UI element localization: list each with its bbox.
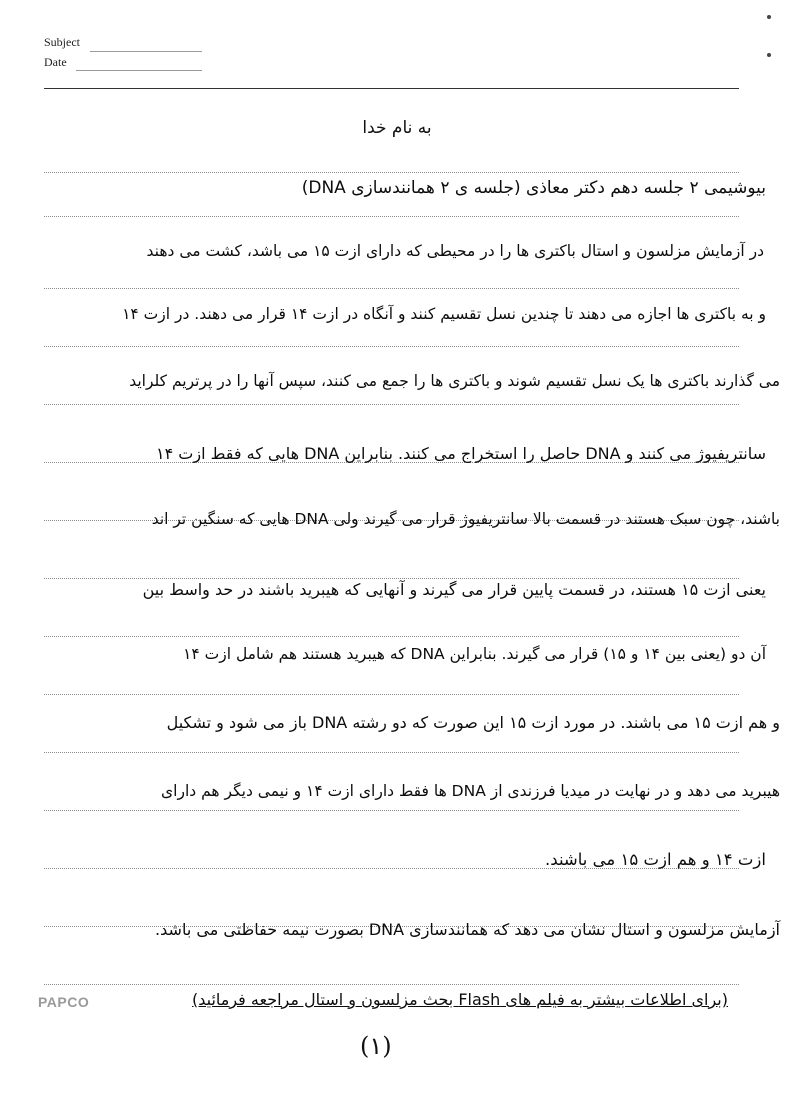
date-line <box>76 70 202 71</box>
page-title: به نام خدا <box>362 118 432 138</box>
ruled-line <box>44 578 739 579</box>
top-rule <box>44 88 739 89</box>
subject-line <box>90 51 202 52</box>
ruled-line <box>44 216 739 217</box>
header <box>44 34 80 74</box>
margin-dot <box>767 15 771 19</box>
text-line: ازت ۱۴ و هم ازت ۱۵ می باشند. <box>545 850 766 869</box>
ruled-line <box>44 810 739 811</box>
date-label: Date <box>44 55 67 69</box>
ruled-line <box>44 636 739 637</box>
text-line: یعنی ازت ۱۵ هستند، در قسمت پایین قرار می گیرند و آنهایی که هیبرید باشند در حد واسط بین <box>142 580 766 599</box>
page-number: (۱) <box>360 1032 392 1060</box>
ruled-line <box>44 172 739 173</box>
ruled-line <box>44 288 739 289</box>
ruled-line <box>44 694 739 695</box>
ruled-line <box>44 346 739 347</box>
text-line: آزمایش مزلسون و استال نشان می دهد که همانندسازی DNA بصورت نیمه حفاظتی می باشد. <box>155 920 780 939</box>
margin-dot <box>767 53 771 57</box>
text-line: هیبرید می دهد و در نهایت در میدیا فرزندی از DNA ها فقط دارای ازت ۱۴ و نیمی دیگر هم دارای <box>161 782 780 800</box>
text-line: آن دو (یعنی بین ۱۴ و ۱۵) قرار می گیرند. بنابراین DNA که هیبرید هستند هم شامل ازت ۱۴ <box>183 645 766 663</box>
text-line: باشند، چون سبک هستند در قسمت بالا سانتریفیوژ قرار می گیرند ولی DNA هایی که سنگین تر اند <box>151 510 780 528</box>
papco-logo: PAPCO <box>38 994 90 1010</box>
text-line: می گذارند باکتری ها یک نسل تقسیم شوند و باکتری ها را جمع می کنند، سپس آنها را در پرتریم کلراید <box>129 372 780 390</box>
text-line-note: (برای اطلاعات بیشتر به فیلم های Flash بحث مزلسون و استال مراجعه فرمائید) <box>191 990 728 1009</box>
subject-label: Subject <box>44 35 80 49</box>
ruled-line <box>44 404 739 405</box>
text-line: در آزمایش مزلسون و استال باکتری ها را در محیطی که دارای ازت ۱۵ می باشد، کشت می دهند <box>146 242 764 260</box>
text-line: سانتریفیوژ می کنند و DNA حاصل را استخراج می کنند. بنابراین DNA هایی که فقط ازت ۱۴ <box>156 444 766 463</box>
ruled-line <box>44 984 739 985</box>
text-line: و هم ازت ۱۵ می باشند. در مورد ازت ۱۵ این صورت که دو رشته DNA باز می شود و تشکیل <box>166 713 780 732</box>
text-line: بیوشیمی ۲ جلسه دهم دکتر معاذی (جلسه ی ۲ همانندسازی DNA) <box>301 178 766 198</box>
text-line: و به باکتری ها اجازه می دهند تا چندین نسل تقسیم کنند و آنگاه در ازت ۱۴ قرار می دهند. در ازت ۱۴ <box>122 305 766 323</box>
ruled-line <box>44 752 739 753</box>
